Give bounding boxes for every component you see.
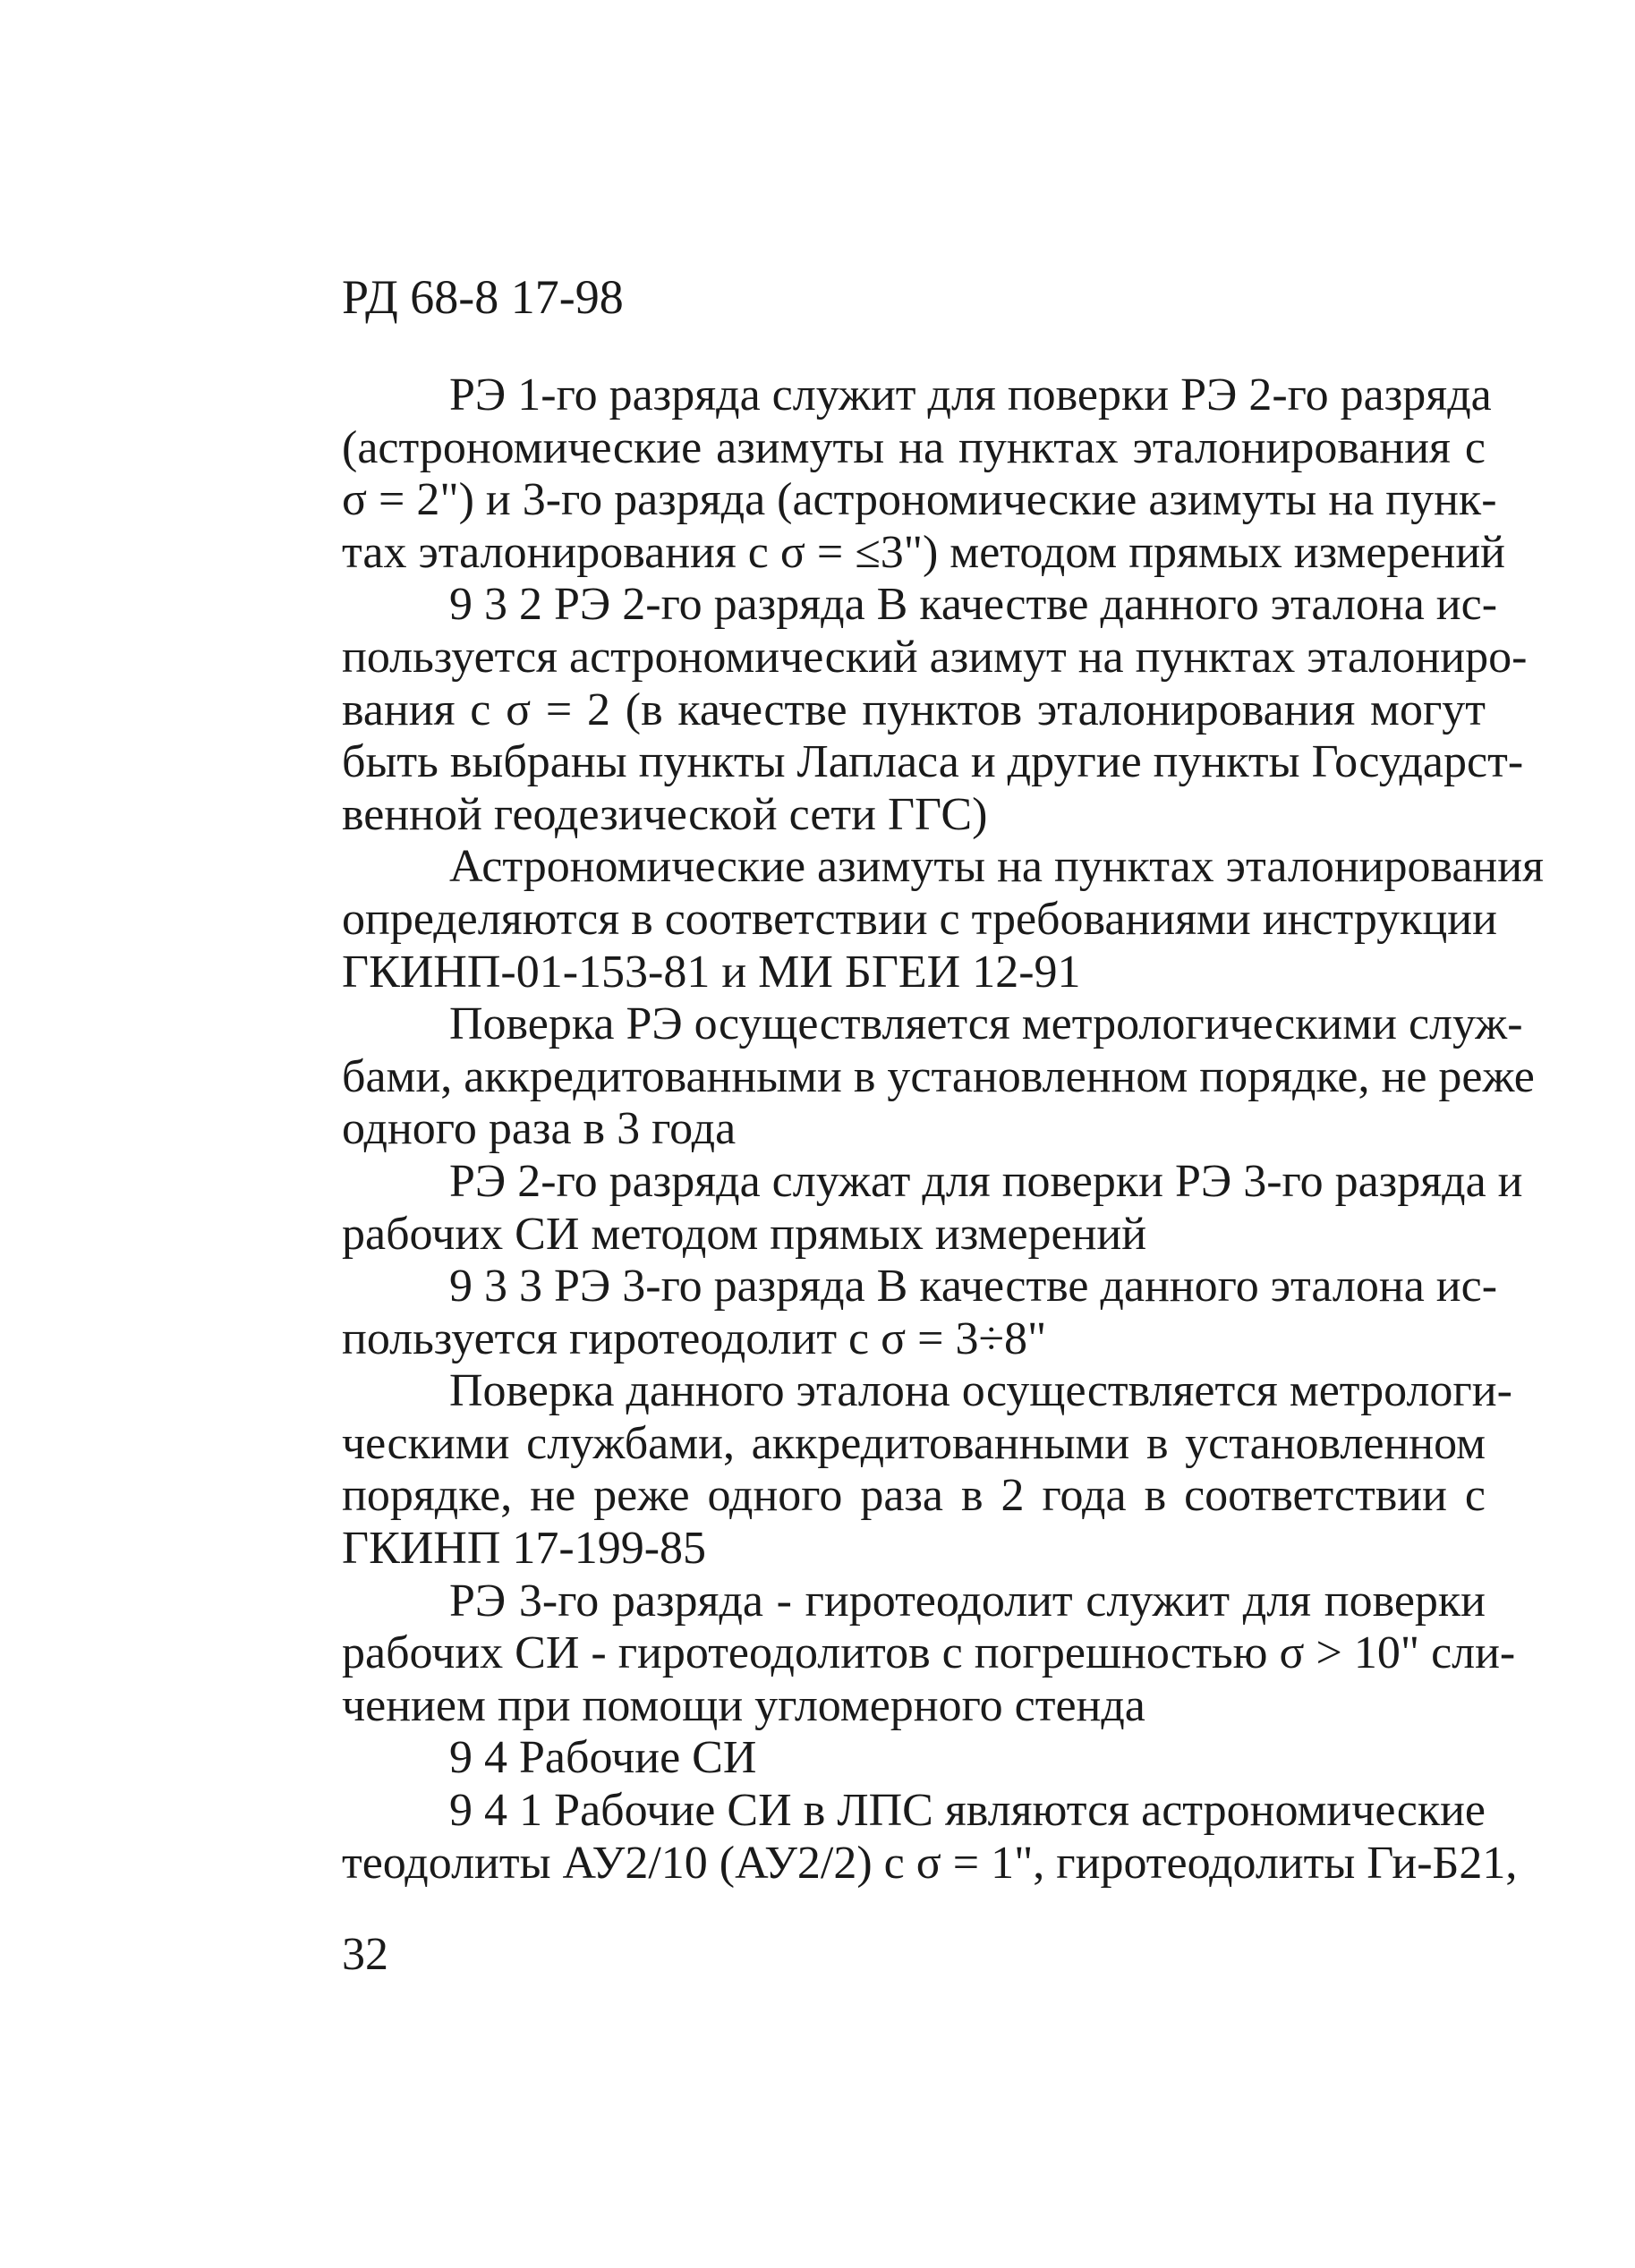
text-line: РЭ 1-го разряда служит для поверки РЭ 2-го разряда <box>449 370 1492 420</box>
text-line: 9 3 3 РЭ 3-го разряда В качестве данного эталона ис- <box>449 1261 1498 1312</box>
text-line: 9 3 2 РЭ 2-го разряда В качестве данного эталона ис- <box>449 579 1498 631</box>
text-line: теодолиты АУ2/10 (АУ2/2) с σ = 1", гиротеодолиты Ги-Б21, <box>342 1837 1518 1889</box>
text-line: пользуется астрономический азимут на пунктах эталониро- <box>342 631 1528 683</box>
text-line: вания с σ = 2 (в качестве пунктов эталонирования могут <box>342 684 1486 735</box>
text-line: σ = 2") и 3-го разряда (астрономические азимуты на пунк- <box>342 474 1497 526</box>
text-line: бами, аккредитованными в установленном порядке, не реже <box>342 1050 1535 1102</box>
text-line: Астрономические азимуты на пунктах эталонирования <box>449 841 1544 893</box>
text-line: 9 4 Рабочие СИ <box>449 1732 757 1784</box>
text-line: Поверка данного эталона осуществляется метрологи- <box>449 1365 1512 1417</box>
text-line: одного раза в 3 года <box>342 1103 737 1155</box>
text-line: пользуется гиротеодолит с σ = 3÷8" <box>342 1312 1047 1364</box>
text-line: чением при помощи угломерного стенда <box>342 1679 1145 1731</box>
text-line: (астрономические азимуты на пунктах эталонирования с <box>342 421 1486 473</box>
document-body <box>342 370 1544 1890</box>
text-line: быть выбраны пункты Лапласа и другие пункты Государст- <box>342 736 1524 788</box>
text-line: ГКИНП 17-199-85 <box>342 1523 707 1575</box>
page-number: 32 <box>342 1929 388 1980</box>
text-line: Поверка РЭ осуществляется метрологическими служ- <box>449 998 1523 1050</box>
text-line: венной геодезической сети ГГС) <box>342 788 988 840</box>
text-line: ческими службами, аккредитованными в установленном <box>342 1417 1486 1469</box>
document-header: РД 68-8 17-98 <box>342 270 624 324</box>
text-line: 9 4 1 Рабочие СИ в ЛПС являются астрономические <box>449 1785 1486 1837</box>
text-line: порядке, не реже одного раза в 2 года в соответствии с <box>342 1470 1486 1522</box>
text-line: РЭ 3-го разряда - гиротеодолит служит для поверки <box>449 1575 1486 1627</box>
text-line: определяются в соответствии с требованиями инструкции <box>342 893 1497 945</box>
text-line: тах эталонирования с σ = ≤3") методом прямых измерений <box>342 526 1505 578</box>
text-line: рабочих СИ методом прямых измерений <box>342 1208 1147 1260</box>
text-line: ГКИНП-01-153-81 и МИ БГЕИ 12-91 <box>342 946 1081 998</box>
text-line: рабочих СИ - гиротеодолитов с погрешностью σ > 10" сли- <box>342 1627 1516 1679</box>
text-line: РЭ 2-го разряда служат для поверки РЭ 3-го разряда и <box>449 1155 1523 1207</box>
